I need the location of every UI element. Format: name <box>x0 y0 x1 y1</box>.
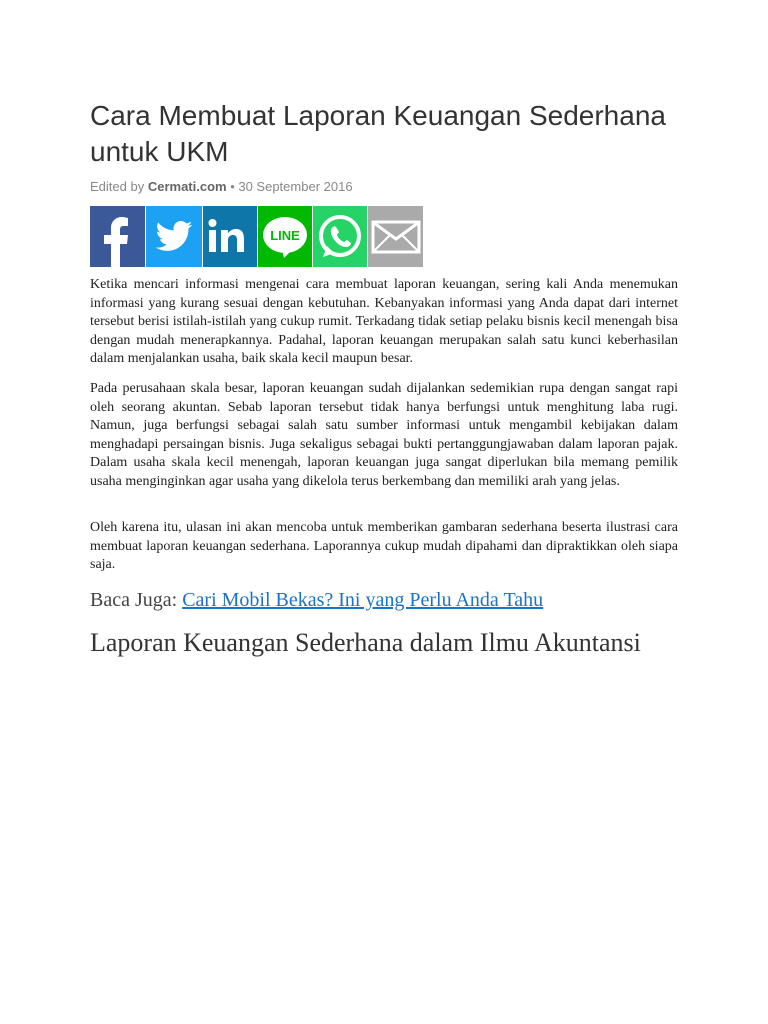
facebook-icon <box>90 206 145 267</box>
author-link[interactable]: Cermati.com <box>147 179 227 194</box>
byline-prefix: Edited by <box>90 179 148 194</box>
byline <box>90 179 353 194</box>
paragraph-2: Pada perusahaan skala besar, laporan keuangan sudah dijalankan sedemikian rupa dengan sangat rapi oleh seorang akuntan. Sebab laporan tersebut tidak hanya berfungsi untuk menghitung laba rugi. Namun, juga berfungsi sebagai salah satu sumber informasi untuk mengambil kebijakan dalam menghadapi persaingan bisnis. Juga sekaligus sebagai bukti pertanggungjawaban dalam laporan pajak. Dalam usaha skala kecil menengah, laporan keuangan juga sangat diperlukan bila memang pemilik usaha menginginkan agar usaha yang dikelola terus berkembang dan memiliki arah yang jelas. <box>90 381 678 489</box>
baca-juga-label: Baca Juga: <box>90 589 183 611</box>
byline-separator: • <box>226 179 239 194</box>
share-facebook-button[interactable] <box>90 206 145 267</box>
baca-juga <box>90 589 543 612</box>
publish-date: 30 September 2016 <box>238 179 353 194</box>
share-linkedin-button[interactable] <box>203 206 257 267</box>
twitter-icon <box>152 217 196 257</box>
paragraph-1: Ketika mencari informasi mengenai cara membuat laporan keuangan, sering kali Anda menemukan informasi yang kurang sesuai dengan kebutuhan. Kebanyakan informasi yang Anda dapat dari internet tersebut berisi istilah-istilah yang cukup rumit. Terkadang tidak setiap pelaku bisnis kecil menengah bisa dengan mudah menerapkannya. Padahal, laporan keuangan merupakan salah satu kunci keberhasilan dalam menjalankan usaha, baik skala kecil maupun besar. <box>90 277 678 366</box>
section-heading: Laporan Keuangan Sederhana dalam Ilmu Akuntansi <box>90 628 641 657</box>
whatsapp-icon <box>315 212 365 262</box>
paragraph-3: Oleh karena itu, ulasan ini akan mencoba untuk memberikan gambaran sederhana beserta ilustrasi cara membuat laporan keuangan sederhana. Laporannya cukup mudah dipahami dan dipraktikkan oleh siapa saja. <box>90 520 678 572</box>
svg-text:LINE: LINE <box>270 227 300 243</box>
share-line-button[interactable] <box>258 206 312 267</box>
baca-juga-link[interactable]: Cari Mobil Bekas? Ini yang Perlu Anda Tahu <box>182 589 544 611</box>
share-whatsapp-button[interactable] <box>313 206 367 267</box>
linkedin-icon <box>203 206 257 267</box>
share-bar <box>90 206 424 267</box>
article-title: Cara Membuat Laporan Keuangan Sederhana untuk UKM <box>90 100 666 167</box>
line-icon <box>260 212 310 262</box>
share-twitter-button[interactable] <box>146 206 202 267</box>
share-email-button[interactable] <box>368 206 423 267</box>
email-icon <box>371 219 421 255</box>
